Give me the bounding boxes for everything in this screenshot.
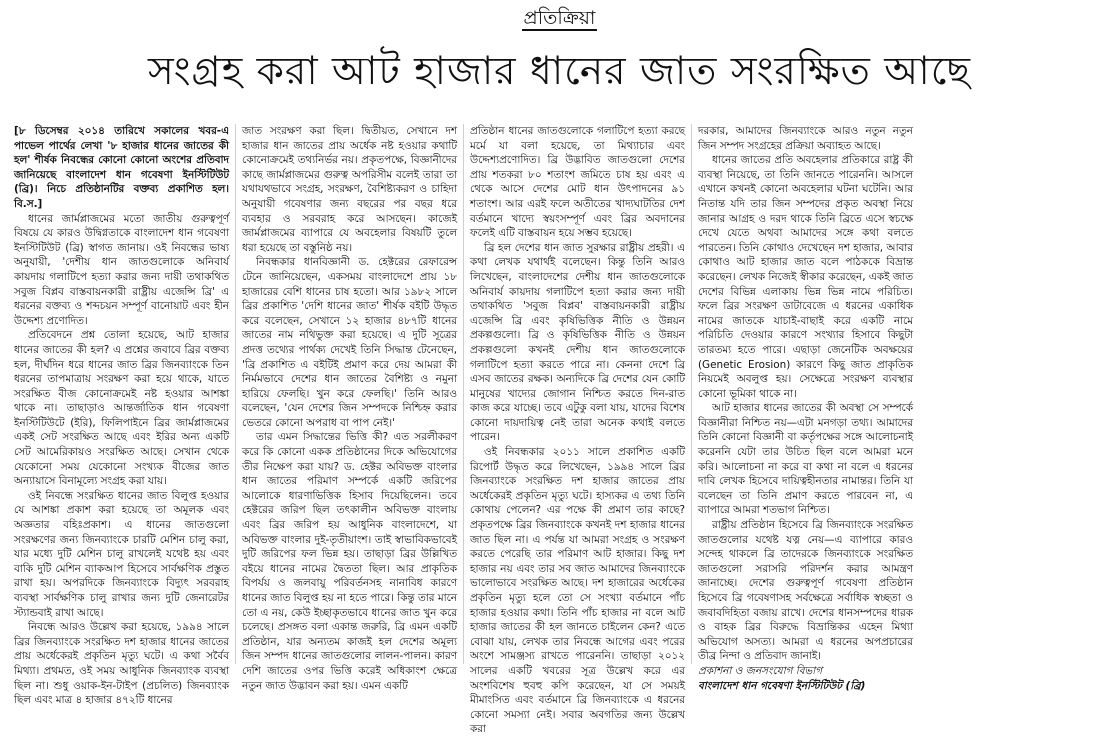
paragraph: দরকার, আমাদের জিনব্যাংকে আরও নতুন নতুন জিন সম্পদ সংগ্রহের প্রক্রিয়া অব্যাহত আছে। (698, 125, 913, 152)
article-body (8, 124, 1111, 736)
section-label: প্রতিক্রিয়া (523, 7, 596, 29)
column-4 (691, 124, 919, 692)
paragraph: ধানের জার্মপ্লাজমের মতো জাতীয় গুরুত্বপূর্ণ বিষয়ে যে কারও উদ্বিগ্নতাকে বাংলাদেশ ধান গবেষণা ইনস্টিটিউট (ব্রি) স্বাগত জানায়। ওই নিবন্ধের ভাষ্য অনুযায়ী, 'দেশীয় ধান জাতগুলোকে অনিবার্য কায়দায় গলাটিপে হত্যা করার জন্য দায়ী তথাকথিত সবুজ বিপ্লব বাস্তবায়নকারী রাষ্ট্রীয় এজেন্সি ব্রি' এ ধরনের বক্তব্য ও শব্দচয়ন সম্পূর্ণ বানোয়াট এবং হীন উদ্দেশ্য প্রণোদিত। (14, 212, 229, 327)
column-1 (8, 124, 235, 707)
paragraph: ওই নিবন্ধে সংরক্ষিত ধানের জাত বিলুপ্ত হওয়ার যে আশঙ্কা প্রকাশ করা হয়েছে তা অমূলক এবং অজ্ঞতার বহিঃপ্রকাশ। এ ধানের জাতগুলো সংরক্ষণের জন্য জিনব্যাংকে চারটি মেশিন চালু করা, যার মধ্যে দুটি মেশিন চালু রাখলেই যথেষ্ট হয় এবং বাকি দুটি মেশিন ব্যাকআপ হিসেবে সার্বক্ষণিক প্রস্তুত রাখা হয়। অপরদিকে জিনব্যাংকে বিদ্যুৎ সরবরাহ ব্যবস্থা সার্বক্ষণিক চালু রাখার জন্য দুটি জেনারেটর স্ট্যান্ডবাই রাখা আছে। (14, 489, 229, 619)
paragraph: ধানের জাতের প্রতি অবহেলার প্রতিকারে রাষ্ট্র কী ব্যবস্থা নিয়েছে, তা তিনি জানতে পারেননি। আসলে এখানে কখনই কোনো অবহেলার ঘটনা ঘটেনি। আর নিতান্ত যদি তার জিন সম্পদের প্রকৃত অবস্থা নিয়ে জানার আগ্রহ ও দরদ থাকে তিনি ব্রিতে এসে স্বচক্ষে দেখে যেতে অথবা আমাদের সঙ্গে কথা বলতে পারতেন। তিনি কোথাও দেখেছেন দশ হাজার, আবার কোথাও আট হাজার জাত বলে পাঠককে বিভ্রান্ত করেছেন। লেখক নিজেই স্বীকার করেছেন, একই জাত দেশের বিভিন্ন এলাকায় ভিন্ন ভিন্ন নামে পরিচিত। ফলে ব্রির সংরক্ষণ ডাটাবেজে এ ধরনের একাধিক নামের জাতকে যাচাই-বাছাই করে একটি নামে পরিচিতি দেওয়ার কারণে সংখ্যার হিসাবে কিছুটা তারতম্য হতে পারে। এছাড়া জেনেটিক অবক্ষয়ের (Genetic Erosion) কারণে কিছু জাত প্রাকৃতিক নিয়মেই অবলুপ্ত হয়। সেক্ষেত্রে সংরক্ষণ ব্যবস্থার কোনো ভূমিকা থাকে না। (698, 154, 913, 400)
column-2 (235, 124, 463, 692)
paragraph: জাত সংরক্ষণ করা ছিল। দ্বিতীয়ত, সেখানে দশ হাজার ধান জাতের প্রায় অর্ধেক নষ্ট হওয়ার কথাটি কোনোক্রমেই তথ্যনির্ভর নয়। প্রকৃতপক্ষে, বিজ্ঞানীদের কাছে জার্মপ্লাজমের গুরুত্ব অপরিসীম বলেই তারা তা যথাযথভাবে সংগ্রহ, সংরক্ষণ, বৈশিষ্ট্যকরণ ও চাহিদা অনুযায়ী গবেষণার জন্য বছরের পর বছর ধরে ব্যবহার ও সরবরাহ করে আসছেন। কাজেই জার্মপ্লাজমের ব্যাপারে যে অবহেলার বিষয়টি তুলে ধরা হয়েছে তা বস্তুনিষ্ঠ নয়। (242, 125, 457, 254)
paragraph: আট হাজার ধানের জাতের কী অবস্থা সে সম্পর্কে বিজ্ঞানীরা নিশ্চিত নয়—এটা মনগড়া তথ্য। আমাদের তিনি কোনো বিজ্ঞানী বা কর্তৃপক্ষের সঙ্গে আলোচনাই করেননি যেটা তার উচিত ছিল বলে আমরা মনে করি। আলোচনা না করে বা কথা না বলে এ ধরনের দাবি লেখক হিসেবে দায়িত্বহীনতার নামান্তর। তিনি যা বলেছেন তা তিনি প্রমাণ করতে পারবেন না, এ ব্যাপারে আমরা শতভাগ নিশ্চিত। (698, 402, 913, 517)
paragraph: নিবন্ধকার ধানবিজ্ঞানী ড. হেক্টরের রেফারেন্স টেনে জানিয়েছেন, একসময় বাংলাদেশে প্রায় ১৮ হাজারের বেশি ধানের চাষ হতো। আর ১৯৮২ সালে ব্রির প্রকাশিত 'দেশি ধানের জাত' শীর্ষক বইটি উদ্ধৃত করে বলেছেন, সেখানে ১২ হাজার ৪৮৭টি ধানের জাতের নাম নথিভুক্ত করা হয়েছে। এ দুটি সূত্রের প্রদত্ত তথ্যের পার্থক্য দেখেই তিনি সিদ্ধান্ত টেনেছেন, 'ব্রি প্রকাশিত এ বইটিই প্রমাণ করে দেয় আমরা কী নির্মমভাবে দেশের ধান জাতের বৈশিষ্ট্য ও নমুনা হারিয়ে ফেলছি। খুন করে ফেলছি।' তিনি আরও বলেছেন, 'যেন দেশের জিন সম্পদকে নিশ্চিহ্ন করার ভেতরে কোনো অপরাধ বা পাপ নেই।' (242, 256, 457, 429)
signature-organization: বাংলাদেশ ধান গবেষণা ইনস্টিটিউট (ব্রি) (698, 679, 866, 692)
editor-note: [৮ ডিসেম্বর ২০১৪ তারিখে সকালের খবর-এ পাভেল পার্থের লেখা '৮ হাজার ধানের জাতের কী হল' শীর্ষক নিবন্ধের কোনো কোনো অংশের প্রতিবাদ জানিয়েছে বাংলাদেশ ধান গবেষণা ইনস্টিটিউট (ব্রি)। নিচে প্রতিষ্ঠানটির বক্তব্য প্রকাশিত হল। বি.স.] (14, 125, 229, 210)
paragraph: ওই নিবন্ধকার ২০১১ সালে প্রকাশিত একটি রিপোর্ট উদ্ধৃত করে লিখেছেন, ১৯৯৪ সালে ব্রির জিনব্যাংকে সংরক্ষিত দশ হাজার জাতের প্রায় অর্ধেকেরই প্রকৃতিন মৃত্যু ঘটে। হাস্যকর এ তথ্য তিনি কোথায় পেলেন? এর পক্ষে কী প্রমাণ তার কাছে? প্রকৃতপক্ষে ব্রির জিনব্যাংকে কখনই দশ হাজার ধানের জাত ছিল না। এ পর্যন্ত যা আমরা সংগ্রহ ও সংরক্ষণ করতে পেরেছি তার পরিমাণ আট হাজার। কিছু দশ হাজার নয় এবং তার সব জাত আমাদের জিনব্যাংকে ভালোভাবে সংরক্ষিত আছে। দশ হাজারের অর্ধেকের প্রকৃতিন মৃত্যু হলে তো সে সংখ্যা বর্তমানে পাঁচ হাজার হওয়ার কথা। তিনি পাঁচ হাজার না বলে আট হাজার জাতের কী হল জানতে চাইলেন কেন? এতে বোঝা যায়, লেখক তার নিবন্ধে আগের এবং পরের অংশে সামঞ্জস্য রাখতে পারেননি। তাছাড়া ২০১২ সালের একটি খবরের সূত্র উল্লেখ করে এর অংশবিশেষ হুবহু কপি করেছেন, যা সে সময়ই মীমাংসিত এবং বর্তমানে ব্রি জিনব্যাংকে এ ধরনের কোনো সমস্যা নেই। সবার অবগতির জন্য উল্লেখ করা (470, 446, 685, 736)
paragraph: প্রতিবেদনে প্রশ্ন তোলা হয়েছে, আট হাজার ধানের জাতের কী হল? এ প্রশ্নের জবাবে ব্রির বক্তব্য হল, দীর্ঘদিন ধরে ধানের জাত ব্রির জিনব্যাংকে তিন ধরনের তাপমাত্রায় সংরক্ষণ করা হয়ে থাকে, যাতে সংরক্ষিত বীজ কোনোক্রমেই নষ্ট হওয়ার আশঙ্কা থাকে না। তাছাড়াও আন্তর্জাতিক ধান গবেষণা ইনস্টিটিউটে (ইরি), ফিলিপাইনে ব্রির জার্মপ্লাজমের একই সেট সংরক্ষিত আছে এবং ইরির অন্য একটি সেট আমেরিকায়ও সংরক্ষিত আছে। সেখান থেকে যেকোনো সময় যেকোনো সংখ্যক বীজের জাত অন্যায়াসে বিনামূল্যে সংগ্রহ করা যায়। (14, 329, 229, 488)
headline: সংগ্রহ করা আট হাজার ধানের জাত সংরক্ষিত আছে (147, 49, 972, 94)
signature-department: প্রকাশনা ও জনসংযোগ বিভাগ (698, 664, 823, 677)
paragraph: প্রতিষ্ঠান ধানের জাতগুলোকে গলাটিপে হত্যা করছে মর্মে যা বলা হয়েছে, তা মিথ্যাচার এবং উদ্দেশ্যপ্রণোদিত। ব্রি উদ্ভাবিত জাতগুলো দেশের প্রায় শতকরা ৮০ শতাংশ জমিতে চাষ হয় এবং এ থেকে আসে দেশের মোট ধান উৎপাদনের ৯১ শতাংশ। আর এরই ফলে অতীতের খাদ্যঘাটতির দেশ বর্তমানে খাদ্যে স্বয়ংসম্পূর্ণ এবং ব্রির অবদানের ফলেই এটি বাস্তবায়ন হয়ে সম্ভব হয়েছে। (470, 125, 685, 240)
paragraph: ব্রি হল দেশের ধান জাত সুরক্ষার রাষ্ট্রীয় প্রহরী। এ কথা লেখক যথার্থই বলেছেন। কিন্তু তিনি আরও লিখেছেন, বাংলাদেশের দেশীয় ধান জাতগুলোকে অনিবার্য কায়দায় গলাটিপে হত্যা করার জন্য দায়ী তথাকথিত 'সবুজ বিপ্লব' বাস্তবায়নকারী রাষ্ট্রীয় এজেন্সি ব্রি এবং কৃষিভিত্তিক নীতি ও উন্নয়ন প্রকল্পগুলো। ব্রি ও কৃষিভিত্তিক নীতি ও উন্নয়ন প্রকল্পগুলো কখনই দেশীয় ধান জাতগুলোকে গলাটিপে হত্যা করতে পারে না। কেননা দেশে ব্রি এসব জাতের রক্ষক। অন্যদিকে ব্রি দেশের যেন কোটি মানুষের খাদ্যের জোগান নিশ্চিত করতে দিন-রাত কাজ করে যাচ্ছে। তবে এটুকু বলা যায়, যাদের বিশেষ কোনো দায়দায়িত্ব নেই তারা অনেক কথাই বলতে পারেন। (470, 241, 685, 444)
paragraph: তার এমন সিদ্ধান্তের ভিত্তি কী? এত সরলীকরণ করে কি কোনো একক প্রতিষ্ঠানের দিকে অভিযোগের তীর নিক্ষেপ করা যায়? ড. হেক্টর অবিভক্ত বাংলার ধান জাতের পরিমাণ সম্পর্কে একটি জরিপের আলোকে ধারণাভিত্তিক হিসাব দিয়েছিলেন। তবে হেক্টরের জরিপ ছিল তৎকালীন অবিভক্ত বাংলায় এবং ব্রির জরিপ হয় আধুনিক বাংলাদেশে, যা অবিভক্ত বাংলার দুই-তৃতীয়াংশ। তাই স্বাভাবিকভাবেই দুটি জরিপের ফল ভিন্ন হয়। তাছাড়া ব্রির উল্লিখিত বইয়ে ধানের নামের দ্বৈততা ছিল। আর প্রাকৃতিক বিপর্যয় ও জলবায়ু পরিবর্তনসহ নানাবিধ কারণে ধানের জাত বিলুপ্ত হয় না হতে পারে। কিন্তু তার মানে তো এ নয়, কেউ ইচ্ছাকৃতভাবে ধানের জাত খুন করে চলেছে। প্রসঙ্গত বলা একান্ত জরুরি, ব্রি এমন একটি প্রতিষ্ঠান, যার অন্যতম কাজই হল দেশের অমূল্য জিন সম্পদ ধানের জাতগুলোর লালন-পালন। কারণ দেশি জাতের ওপর ভিত্তি করেই অধিকাংশ ক্ষেত্রে নতুন জাত উদ্ভাবন করা হয়। এমন একটি (242, 431, 457, 692)
paragraph: রাষ্ট্রীয় প্রতিষ্ঠান হিসেবে ব্রি জিনব্যাংকে সংরক্ষিত জাতগুলোর যথেষ্ট যত্ন নেয়—এ ব্যাপারে কারও সন্দেহ থাকলে ব্রি তাদেরকে জিনব্যাংকে সংরক্ষিত জাতগুলো সরাসরি পরিদর্শন করার আমন্ত্রণ জানাচ্ছে। দেশের গুরুত্বপূর্ণ গবেষণা প্রতিষ্ঠান হিসেবে ব্রি গবেষণাসহ সর্বক্ষেত্রে সর্বাধিক স্বচ্ছতা ও জবাবদিহিতা বজায় রাখে। দেশের ধানসম্পদের ধারক ও বাহক ব্রির বিরুদ্ধে বিভ্রান্তিকর এহেন মিথ্যা অভিযোগ অসত্য। আমরা এ ধরনের অপপ্রচারের তীব্র নিন্দা ও প্রতিবাদ জানাই। (698, 519, 913, 663)
column-3 (463, 124, 691, 736)
paragraph: নিবন্ধে আরও উল্লেখ করা হয়েছে, ১৯৯৪ সালে ব্রির জিনব্যাংকে সংরক্ষিত দশ হাজার ধানের জাতের প্রায় অর্ধেকেরই প্রকৃতিন মৃত্যু ঘটে। এ কথা সর্বৈব মিথ্যা। প্রথমত, ওই সময় আধুনিক জিনব্যাংক ব্যবস্থা ছিল না। শুধু ওয়াক-ইন-টাইপ (প্রচলিত) জিনব্যাংক ছিল এবং মাত্র ৪ হাজার ৪৭২টি ধানের (14, 621, 229, 707)
